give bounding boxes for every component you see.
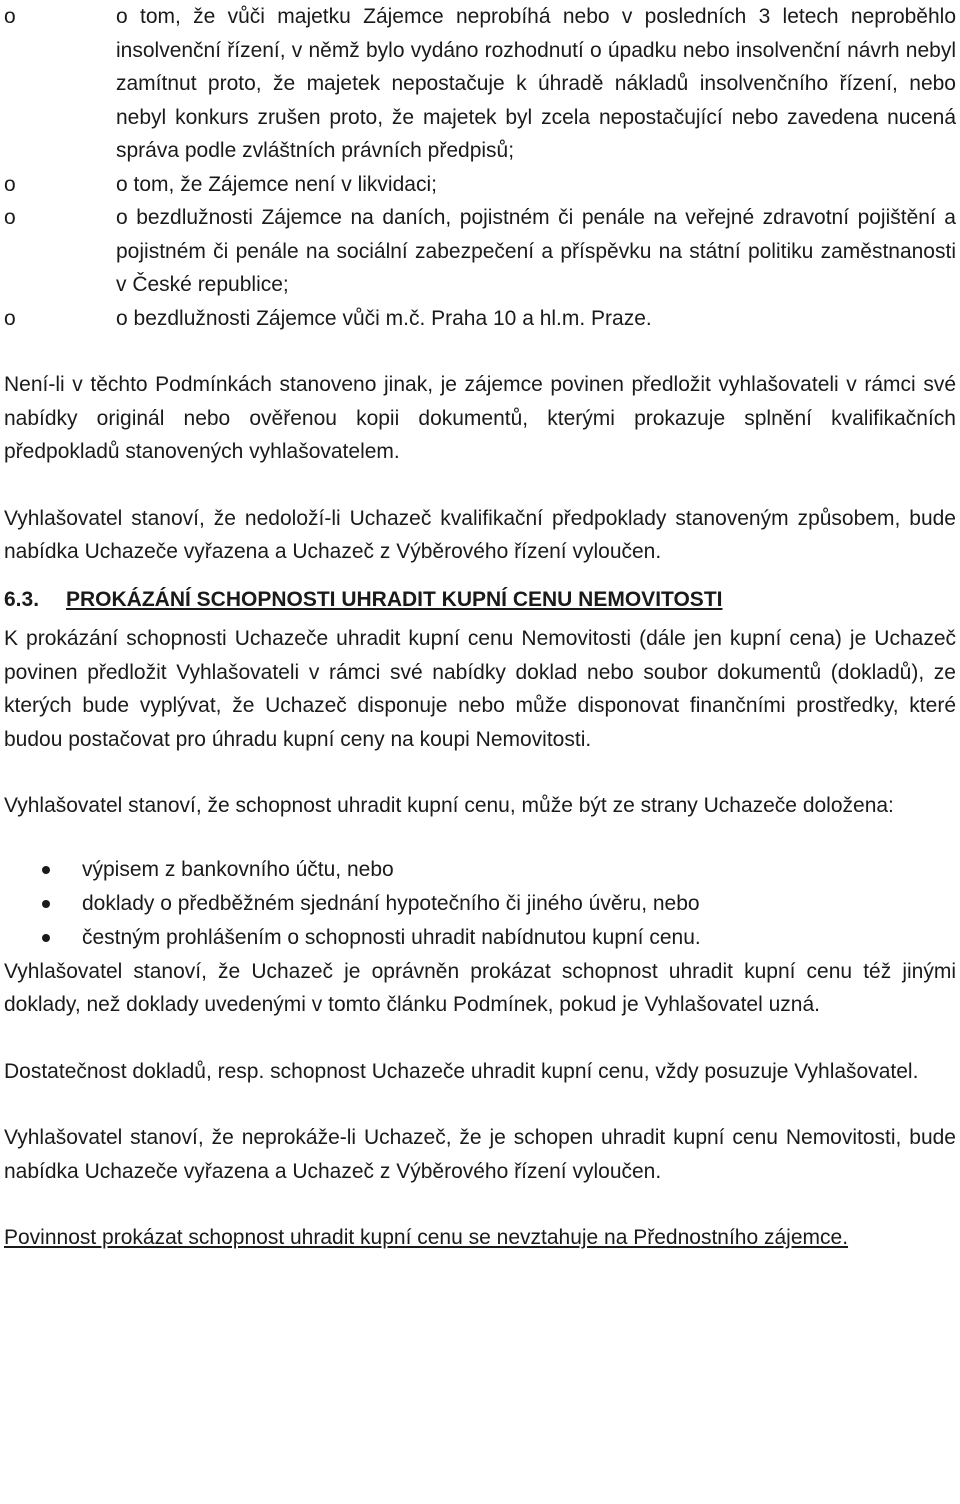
- sub-list: [4, 0, 956, 335]
- list-marker: o: [4, 206, 16, 229]
- spacer: [4, 756, 956, 789]
- bullet-icon: [42, 934, 50, 942]
- spacer: [4, 335, 956, 368]
- paragraph-other-documents: Vyhlašovatel stanoví, že Uchazeč je oprávněn prokázat schopnost uhradit kupní cenu též jinými doklady, než doklady uvedenými v tomto článku Podmínek, pokud je Vyhlašovatel uzná.: [4, 959, 956, 1016]
- list-item-text: o bezdlužnosti Zájemce vůči m.č. Praha 10 a hl.m. Praze.: [116, 306, 652, 330]
- paragraph-sufficiency: Dostatečnost dokladů, resp. schopnost Uchazeče uhradit kupní cenu, vždy posuzuje Vyhlašovatel.: [4, 1059, 919, 1083]
- bullet-list: [4, 853, 956, 955]
- list-item: [4, 921, 956, 955]
- spacer: [4, 823, 956, 853]
- spacer: [4, 1022, 956, 1055]
- list-item-text: o bezdlužnosti Zájemce na daních, pojistném či penále na veřejné zdravotní pojištění a pojistném či penále na sociální zabezpečení a příspěvku na státní politiku zaměstnanosti v České republice;: [116, 206, 956, 296]
- paragraph-exclusion: Vyhlašovatel stanoví, že nedoloží-li Uchazeč kvalifikační předpoklady stanoveným způsobem, bude nabídka Uchazeče vyřazena a Uchazeč z Výběrového řízení vyloučen.: [4, 506, 956, 563]
- spacer: [4, 569, 956, 583]
- section-heading: [4, 583, 956, 617]
- list-item-text: o tom, že vůči majetku Zájemce neprobíhá nebo v posledních 3 letech neproběhlo insolvenční řízení, v němž bylo vydáno rozhodnutí o úpadku nebo insolvenční návrh nebyl zamítnut proto, že majetek nepostačuje k úhradě nákladů insolvenčního řízení, nebo nebyl konkurs zrušen proto, že majetek byl zcela nepostačující nebo zavedena nucená správa podle zvláštních právních předpisů;: [116, 5, 956, 162]
- list-item-text: o tom, že Zájemce není v likvidaci;: [116, 172, 437, 196]
- list-marker: o: [4, 172, 16, 196]
- list-marker: o: [4, 306, 16, 330]
- document-page: [4, 0, 956, 1255]
- list-item-text: doklady o předběžném sjednání hypotečního či jiného úvěru, nebo: [82, 891, 700, 915]
- paragraph-proof: K prokázání schopnosti Uchazeče uhradit kupní cenu Nemovitosti (dále jen kupní cena) je Uchazeč povinen předložit Vyhlašovateli v rámci své nabídky doklad nebo soubor dokumentů (dokladů), ze kterých bude vyplývat, že Uchazeč disponuje nebo může disponovat finančními prostředky, které budou postačovat pro úhradu kupní ceny na koupi Nemovitosti.: [4, 627, 956, 751]
- bullet-icon: [42, 866, 50, 874]
- spacer: [4, 469, 956, 502]
- list-item: [4, 168, 956, 202]
- list-item: [4, 887, 956, 921]
- bullet-icon: [42, 900, 50, 908]
- paragraph-preferred-bidder: Povinnost prokázat schopnost uhradit kupní cenu se nevztahuje na Přednostního zájemce.: [4, 1226, 849, 1249]
- list-item: [4, 0, 956, 168]
- spacer: [4, 1188, 956, 1221]
- paragraph-failure: Vyhlašovatel stanoví, že neprokáže-li Uchazeč, že je schopen uhradit kupní cenu Nemovitosti, bude nabídka Uchazeče vyřazena a Uchazeč z Výběrového řízení vyloučen.: [4, 1126, 956, 1183]
- paragraph-original-documents: Není-li v těchto Podmínkách stanoveno jinak, je zájemce povinen předložit vyhlašovateli v rámci své nabídky originál nebo ověřenou kopii dokumentů, kterými prokazuje splnění kvalifikačních předpokladů stanovených vyhlašovatelem.: [4, 373, 956, 463]
- spacer: [4, 1088, 956, 1121]
- section-title: PROKÁZÁNÍ SCHOPNOSTI UHRADIT KUPNÍ CENU NEMOVITOSTI: [66, 587, 723, 611]
- list-marker: o: [4, 5, 16, 28]
- list-item-text: výpisem z bankovního účtu, nebo: [82, 857, 394, 881]
- list-item-text: čestným prohlášením o schopnosti uhradit nabídnutou kupní cenu.: [82, 925, 701, 949]
- section-number: 6.3.: [4, 587, 40, 611]
- paragraph-ability: Vyhlašovatel stanoví, že schopnost uhradit kupní cenu, může být ze strany Uchazeče doložena:: [4, 794, 894, 817]
- list-item: [4, 302, 956, 336]
- list-item: [4, 853, 956, 887]
- list-item: [4, 201, 956, 302]
